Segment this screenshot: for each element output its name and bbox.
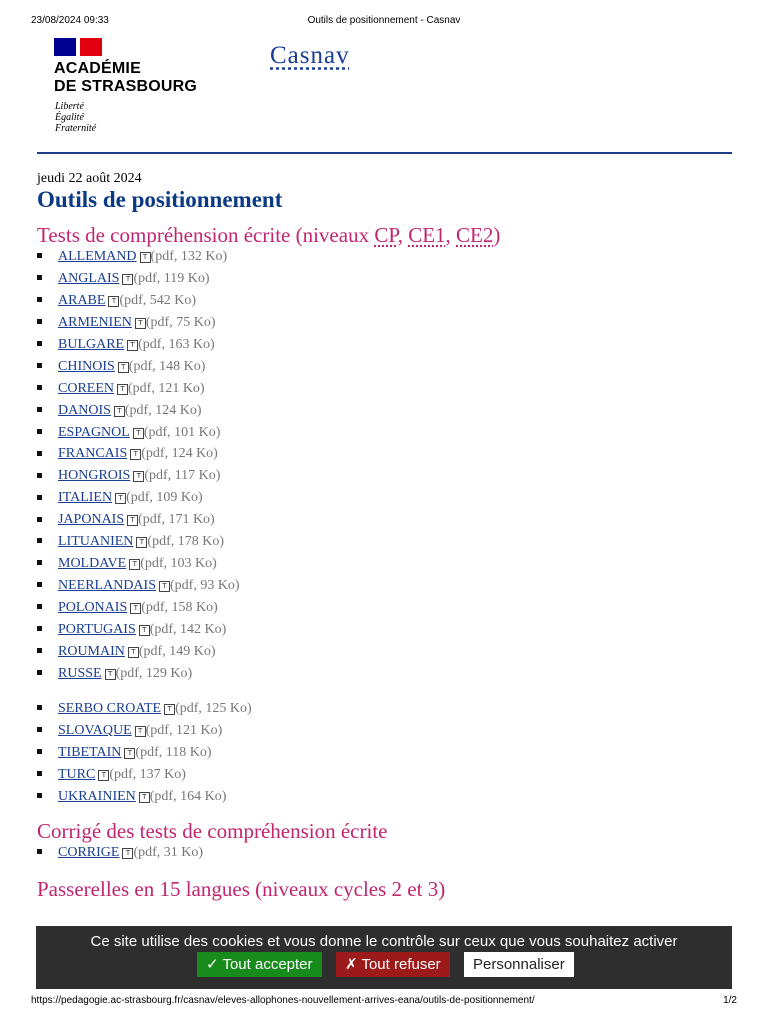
file-download-icon[interactable]: T	[164, 704, 175, 715]
list-item	[36, 443, 240, 465]
file-download-icon[interactable]: T	[117, 384, 128, 395]
file-info: (pdf, 124 Ko)	[124, 402, 202, 418]
list-item	[36, 553, 240, 575]
accept-all-cookies-button[interactable]: ✓ Tout accepter	[197, 952, 322, 977]
file-info: (pdf, 118 Ko)	[135, 744, 212, 760]
print-page-number: 1/2	[723, 995, 737, 1006]
personalize-cookies-button[interactable]: Personnaliser	[464, 952, 574, 977]
tests-heading-sep-1: ,	[397, 223, 409, 247]
document-link[interactable]: SLOVAQUE	[58, 722, 132, 738]
bullet-icon	[37, 341, 42, 346]
file-info: (pdf, 117 Ko)	[144, 468, 221, 484]
file-info: (pdf, 178 Ko)	[147, 534, 225, 550]
bullet-icon	[37, 727, 42, 732]
header-divider	[37, 152, 732, 154]
document-link[interactable]: ROUMAIN	[58, 643, 125, 659]
file-info: (pdf, 171 Ko)	[138, 512, 215, 528]
print-footer	[0, 995, 768, 1009]
file-info: (pdf, 121 Ko)	[145, 722, 223, 738]
section-heading-tests	[37, 223, 500, 248]
file-info: (pdf, 121 Ko)	[128, 380, 205, 396]
file-download-icon[interactable]: T	[114, 406, 125, 417]
file-download-icon[interactable]: T	[139, 625, 150, 636]
document-link[interactable]: ARABE	[58, 292, 106, 308]
file-info: (pdf, 163 Ko)	[138, 336, 215, 352]
academie-logo[interactable]	[54, 38, 229, 138]
document-link[interactable]: RUSSE	[58, 665, 102, 681]
file-info: (pdf, 132 Ko)	[150, 249, 228, 264]
corrige-list	[36, 842, 203, 864]
file-download-icon[interactable]: T	[115, 493, 126, 504]
document-link[interactable]: TURC	[58, 766, 96, 782]
document-link[interactable]: BULGARE	[58, 336, 125, 352]
bullet-icon	[37, 626, 42, 631]
republic-motto: Liberté Égalité Fraternité	[55, 101, 97, 134]
file-info: (pdf, 101 Ko)	[143, 424, 221, 440]
list-item	[36, 742, 252, 764]
bullet-icon	[37, 749, 42, 754]
file-download-icon[interactable]: T	[159, 581, 170, 592]
list-item	[36, 422, 240, 444]
document-link[interactable]: SERBO CROATE	[58, 701, 162, 716]
bullet-icon	[37, 604, 42, 609]
bullet-icon	[37, 275, 42, 280]
list-item	[36, 356, 240, 378]
bullet-icon	[37, 473, 42, 478]
list-item	[36, 290, 240, 312]
list-item	[36, 641, 240, 663]
list-item	[36, 786, 252, 808]
file-info: (pdf, 149 Ko)	[138, 643, 216, 659]
bullet-icon	[37, 517, 42, 522]
file-download-icon[interactable]: T	[127, 515, 138, 526]
file-download-icon[interactable]: T	[129, 559, 140, 570]
file-info: (pdf, 119 Ko)	[133, 270, 210, 286]
document-link[interactable]: UKRAINIEN	[58, 788, 136, 804]
bullet-icon	[37, 670, 42, 675]
file-download-icon[interactable]: T	[135, 318, 146, 329]
document-link[interactable]: ANGLAIS	[58, 270, 120, 286]
flag-blue-block	[54, 38, 76, 56]
bullet-icon	[37, 495, 42, 500]
bullet-icon	[37, 363, 42, 368]
document-link[interactable]: ARMENIEN	[58, 314, 132, 330]
list-item	[36, 698, 252, 720]
list-item	[36, 764, 252, 786]
list-item	[36, 842, 203, 864]
list-item	[36, 312, 240, 334]
file-info: (pdf, 142 Ko)	[149, 621, 227, 637]
print-title: Outils de positionnement - Casnav	[307, 15, 461, 26]
document-link[interactable]: NEERLANDAIS	[58, 578, 156, 594]
file-download-icon[interactable]: T	[118, 362, 129, 373]
document-link[interactable]: LITUANIEN	[58, 534, 134, 550]
list-item	[36, 465, 240, 487]
bullet-icon	[37, 297, 42, 302]
bullet-icon	[37, 793, 42, 798]
file-download-icon[interactable]: T	[105, 669, 116, 680]
document-link[interactable]: ESPAGNOL	[58, 424, 130, 440]
academie-name: ACADÉMIE DE STRASBOURG	[54, 60, 198, 95]
document-link[interactable]: ITALIEN	[58, 490, 113, 506]
list-item	[36, 378, 240, 400]
file-download-icon[interactable]: T	[122, 274, 133, 285]
bullet-icon	[37, 771, 42, 776]
bullet-icon	[37, 849, 42, 854]
file-info: (pdf, 109 Ko)	[126, 490, 203, 506]
document-link[interactable]: HONGROIS	[58, 468, 131, 484]
refuse-all-cookies-button[interactable]: ✗ Tout refuser	[336, 952, 450, 977]
document-link[interactable]: ALLEMAND	[58, 249, 137, 264]
cookie-message: Ce site utilise des cookies et vous donne le contrôle sur ceux que vous souhaitez activer	[90, 933, 678, 950]
flag-red-block	[80, 38, 102, 56]
document-link[interactable]: CHINOIS	[58, 358, 115, 374]
file-info: (pdf, 125 Ko)	[175, 701, 252, 716]
list-item	[36, 400, 240, 422]
document-link[interactable]: POLONAIS	[58, 600, 128, 615]
file-download-icon[interactable]: T	[140, 252, 151, 263]
bullet-icon	[37, 648, 42, 653]
file-download-icon[interactable]: T	[135, 726, 146, 737]
document-link[interactable]: DANOIS	[58, 402, 111, 418]
file-info: (pdf, 148 Ko)	[128, 358, 206, 374]
tests-heading-suffix: )	[493, 223, 501, 247]
level-ce1[interactable]: CE1	[408, 223, 446, 247]
file-info: (pdf, 31 Ko)	[133, 845, 204, 860]
file-download-icon[interactable]: T	[98, 770, 109, 781]
print-header	[0, 15, 768, 29]
file-info: (pdf, 124 Ko)	[141, 446, 218, 462]
document-link[interactable]: TIBETAIN	[58, 744, 122, 760]
bullet-icon	[37, 538, 42, 543]
file-info: (pdf, 137 Ko)	[109, 766, 186, 782]
tests-heading-sep-2: ,	[445, 223, 457, 247]
level-cp[interactable]: CP	[374, 223, 398, 247]
file-download-icon[interactable]: T	[130, 603, 141, 614]
file-download-icon[interactable]: T	[130, 449, 141, 460]
file-info: (pdf, 103 Ko)	[140, 556, 217, 572]
tests-list-continued	[36, 698, 252, 808]
tests-list	[36, 246, 240, 685]
bullet-icon	[37, 385, 42, 390]
bullet-icon	[37, 253, 42, 258]
page-title: Outils de positionnement	[37, 187, 283, 212]
file-download-icon[interactable]: T	[133, 428, 144, 439]
list-item	[36, 597, 240, 619]
section-heading-passerelles: Passerelles en 15 langues (niveaux cycles 2 et 3)	[37, 877, 446, 901]
file-info: (pdf, 542 Ko)	[119, 292, 197, 308]
bullet-icon	[37, 582, 42, 587]
bullet-icon	[37, 451, 42, 456]
list-item	[36, 531, 240, 553]
document-link[interactable]: COREEN	[58, 380, 114, 396]
publication-date: jeudi 22 août 2024	[37, 171, 142, 186]
file-info: (pdf, 164 Ko)	[149, 788, 227, 804]
list-item	[36, 663, 240, 685]
file-download-icon[interactable]: T	[133, 471, 144, 482]
bullet-icon	[37, 429, 42, 434]
file-download-icon[interactable]: T	[108, 296, 119, 307]
file-info: (pdf, 75 Ko)	[145, 314, 216, 330]
file-download-icon[interactable]: T	[139, 792, 150, 803]
list-item	[36, 246, 240, 268]
file-download-icon[interactable]: T	[127, 340, 138, 351]
list-item	[36, 619, 240, 641]
bullet-icon	[37, 407, 42, 412]
list-item	[36, 720, 252, 742]
level-ce2[interactable]: CE2	[456, 223, 494, 247]
tests-heading-prefix: Tests de compréhension écrite (niveaux	[37, 223, 375, 247]
document-link[interactable]: CORRIGE	[58, 845, 120, 860]
file-download-icon[interactable]: T	[122, 848, 133, 859]
file-info: (pdf, 129 Ko)	[115, 665, 193, 681]
document-link[interactable]: FRANCAIS	[58, 446, 128, 462]
list-item	[36, 575, 240, 597]
list-item	[36, 487, 240, 509]
bullet-icon	[37, 560, 42, 565]
file-info: (pdf, 158 Ko)	[141, 600, 218, 615]
list-item	[36, 268, 240, 290]
document-link[interactable]: MOLDAVE	[58, 556, 127, 572]
document-link[interactable]: PORTUGAIS	[58, 621, 136, 637]
list-item	[36, 509, 240, 531]
section-heading-corrige: Corrigé des tests de compréhension écrite	[37, 819, 388, 843]
file-info: (pdf, 93 Ko)	[170, 578, 240, 594]
file-download-icon[interactable]: T	[124, 748, 135, 759]
bullet-icon	[37, 705, 42, 710]
print-datetime: 23/08/2024 09:33	[31, 15, 109, 26]
marianne-flag-icon	[54, 38, 102, 56]
file-download-icon[interactable]: T	[128, 647, 139, 658]
casnav-site-link[interactable]: Casnav	[270, 42, 350, 69]
document-link[interactable]: JAPONAIS	[58, 512, 125, 528]
list-item	[36, 334, 240, 356]
cookie-banner	[36, 926, 732, 989]
print-url: https://pedagogie.ac-strasbourg.fr/casnav/eleves-allophones-nouvellement-arrives-eana/outils-de-positionnement/	[31, 995, 535, 1006]
bullet-icon	[37, 319, 42, 324]
file-download-icon[interactable]: T	[136, 537, 147, 548]
